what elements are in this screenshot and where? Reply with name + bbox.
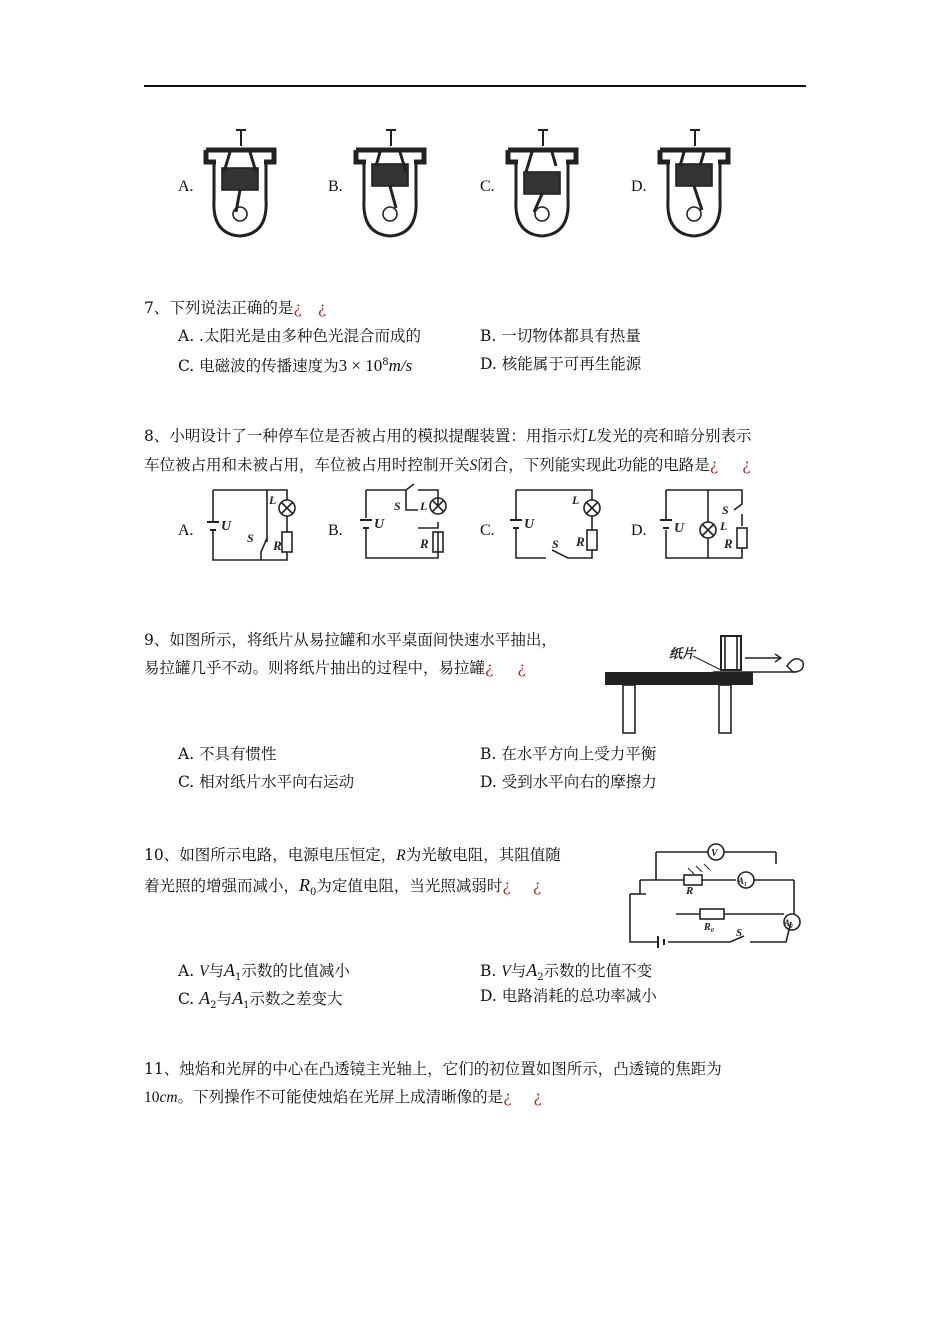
q10-a-tail: 示数的比值减小	[241, 962, 350, 980]
q10-c-ammeter-2: A	[199, 988, 211, 1008]
q10-fig-a2-label: A₂	[784, 918, 794, 928]
q11-line2-text: 。下列操作不可能使烛焰在光屏上成清晰像的是	[177, 1088, 504, 1106]
q10-fig-s-label: S	[736, 927, 743, 939]
q11-focal-number: 10	[144, 1089, 160, 1106]
q11-focal-unit: cm	[159, 1089, 178, 1106]
q6-option-c-label: C.	[480, 178, 495, 195]
q8-b-s-label: S	[394, 499, 401, 513]
q10-a-mid: 与	[208, 962, 225, 980]
q8-option-b-label: B.	[328, 522, 343, 539]
q8-lamp-var: L	[587, 428, 597, 445]
q10-r0-sub: 0	[310, 887, 317, 899]
q8-c-u-label: U	[524, 517, 535, 532]
q8-a-u-label: U	[221, 519, 232, 534]
q10-a-sub: 1	[235, 972, 242, 984]
q10-line2-text: 着光照的增强而减小，	[144, 877, 300, 895]
q10-fig-v-label: V	[711, 848, 718, 859]
q10-option-c	[178, 989, 342, 1011]
q7-speed-unit: m/s	[388, 356, 413, 375]
q8-option-c-label: C.	[480, 522, 495, 539]
q8-circuit-b-image	[358, 486, 453, 562]
q8-line2-tail: 闭合，下列能实现此功能的电路是	[477, 456, 710, 474]
q7-stem	[144, 301, 326, 317]
q8-c-s-label: S	[552, 537, 559, 551]
q6-option-d-label: D.	[631, 178, 647, 195]
q10-line2-tail: 为定值电阻，当光照减弱时	[316, 877, 503, 895]
q8-option-a-label: A.	[178, 522, 194, 539]
q8-stem-line2	[144, 458, 750, 474]
answer-blank-mark: ¿	[517, 659, 526, 677]
q8-circuit-a-image	[205, 486, 300, 562]
q10-c-mid: 与	[216, 990, 233, 1008]
q8-d-r-label: R	[724, 536, 733, 551]
q10-stem-line2	[144, 876, 541, 898]
q8-d-u-label: U	[674, 521, 685, 536]
q8-c-l-label: L	[572, 493, 580, 507]
q9-option-a: A. 不具有惯性	[178, 745, 277, 763]
q8-line1-tail: 发光的亮和暗分别表示	[596, 427, 752, 445]
q10-line1-tail: 为光敏电阻，其阻值随	[405, 846, 561, 864]
q10-b-v: V	[501, 963, 511, 980]
q8-option-d-label: D.	[631, 522, 647, 539]
q9-line2-text: 易拉罐几乎不动。则将纸片抽出的过程中，易拉罐	[144, 659, 486, 677]
q11-stem-line1: 11、烛焰和光屏的中心在凸透镜主光轴上，它们的初位置如图所示，凸透镜的焦距为	[144, 1060, 722, 1078]
q8-c-r-label: R	[576, 534, 585, 549]
q8-a-l-label: L	[269, 493, 277, 507]
q8-b-l-label: L	[420, 499, 428, 513]
q8-stem-line1	[144, 429, 752, 445]
q6-engine-b-image	[350, 128, 430, 240]
q8-b-u-label: U	[374, 517, 385, 532]
q10-r-var: R	[396, 847, 406, 864]
answer-blank-mark: ¿	[503, 1088, 512, 1106]
answer-blank-mark: ¿	[317, 299, 326, 317]
q10-option-d: D. 电路消耗的总功率减小	[480, 987, 657, 1005]
q9-stem-line1: 9、如图所示，将纸片从易拉罐和水平桌面间快速水平抽出，	[144, 631, 557, 649]
q9-paper-label: 纸片	[669, 647, 696, 662]
q9-option-c: C. 相对纸片水平向右运动	[178, 773, 355, 791]
q8-b-r-label: R	[420, 536, 429, 551]
answer-blank-mark: ¿	[502, 877, 511, 895]
q10-a-prefix: A.	[178, 962, 200, 980]
answer-blank-mark: ¿	[485, 659, 494, 677]
q10-fig-r0-label: R₀	[704, 922, 715, 933]
q10-option-b	[480, 961, 652, 983]
q10-fig-a1-label: A₁	[738, 876, 748, 886]
answer-blank-mark: ¿	[532, 877, 542, 895]
q7-speed-value: 3 × 10	[338, 356, 383, 375]
q10-r0-var: R	[299, 875, 311, 895]
q7-option-b: B. 一切物体都具有热量	[480, 327, 641, 345]
q8-d-l-label: L	[720, 519, 728, 533]
q11-stem-line2	[144, 1090, 542, 1106]
q6-option-a-label: A.	[178, 178, 194, 195]
q8-line2-text: 车位被占用和未被占用，车位被占用时控制开关	[144, 456, 470, 474]
q8-d-s-label: S	[722, 503, 729, 517]
answer-blank-mark: ¿	[533, 1088, 542, 1106]
q6-engine-c-image	[502, 128, 582, 240]
q7-stem-text: 7、下列说法正确的是	[144, 299, 294, 317]
q10-b-mid: 与	[510, 962, 527, 980]
q10-c-tail: 示数之差变大	[249, 990, 343, 1008]
q8-switch-var: S	[469, 457, 478, 474]
answer-blank-mark: ¿	[293, 299, 302, 317]
q10-b-sub: 2	[537, 972, 544, 984]
header-rule	[144, 85, 806, 87]
q9-stem-line2	[144, 661, 526, 677]
q10-b-tail: 示数的比值不变	[543, 962, 653, 980]
q7-option-c-text: C. 电磁波的传播速度为	[178, 357, 339, 375]
q10-c-ammeter-1: A	[232, 988, 244, 1008]
q10-c-prefix: C.	[178, 990, 200, 1008]
q10-b-ammeter: A	[526, 960, 538, 980]
q10-fig-r-label: R	[686, 885, 694, 897]
q10-c-sub1: 2	[210, 1000, 217, 1012]
q10-a-ammeter: A	[224, 960, 236, 980]
q10-line1-text: 10、如图所示电路，电源电压恒定，	[144, 846, 397, 864]
q7-option-d: D. 核能属于可再生能源	[480, 355, 642, 373]
q9-option-d: D. 受到水平向右的摩擦力	[480, 773, 657, 791]
answer-blank-mark: ¿	[709, 456, 719, 474]
q8-a-s-label: S	[247, 531, 254, 545]
q7-option-a: A. .太阳光是由多种色光混合而成的	[178, 327, 421, 345]
q10-b-prefix: B.	[480, 962, 502, 980]
q6-engine-a-image	[200, 128, 280, 240]
q10-stem-line1	[144, 848, 561, 864]
q6-option-b-label: B.	[328, 178, 343, 195]
q9-option-b: B. 在水平方向上受力平衡	[480, 745, 657, 763]
q8-line1-text: 8、小明设计了一种停车位是否被占用的模拟提醒装置：用指示灯	[144, 427, 588, 445]
q10-circuit-image	[620, 838, 810, 943]
q8-circuit-d-image	[660, 486, 755, 562]
q7-option-c	[178, 357, 412, 375]
q8-circuit-c-image	[510, 486, 605, 562]
q10-a-v: V	[199, 963, 209, 980]
answer-blank-mark: ¿	[742, 456, 751, 474]
q10-c-sub2: 1	[243, 1000, 250, 1012]
q10-option-a	[178, 961, 350, 983]
q7-speed-exponent: 8	[382, 356, 389, 368]
q6-engine-d-image	[654, 128, 734, 240]
q9-table-can-image	[603, 628, 809, 736]
q8-a-r-label: R	[273, 538, 282, 553]
